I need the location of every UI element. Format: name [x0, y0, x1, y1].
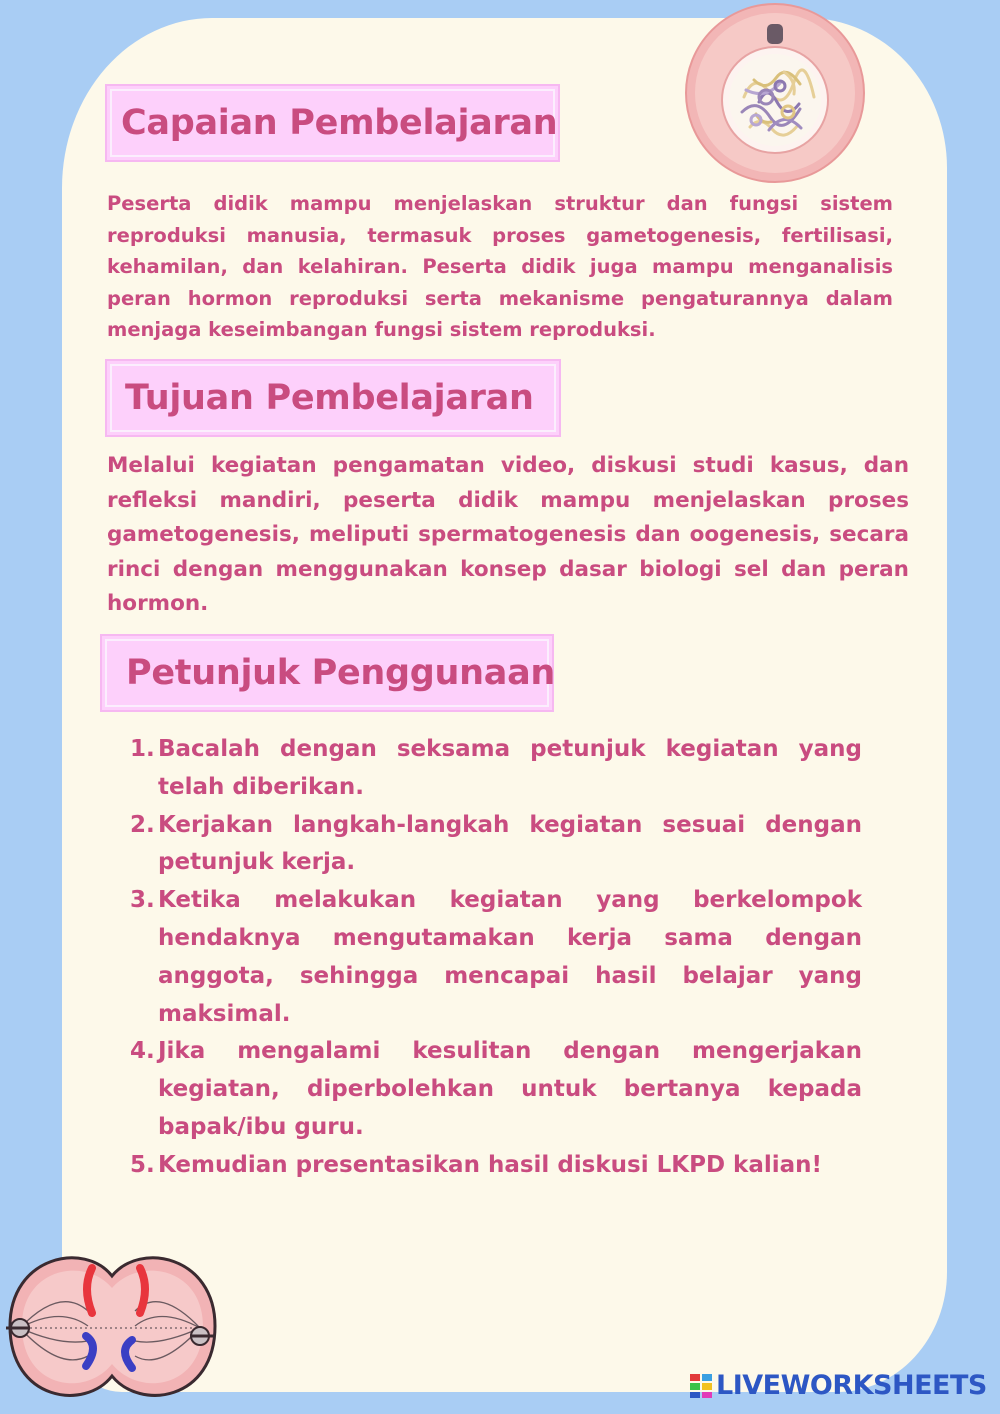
- list-item-number: 1.: [130, 736, 155, 762]
- list-item-number: 5.: [130, 1151, 155, 1178]
- heading-petunjuk-label: Petunjuk Penggunaan: [126, 653, 556, 693]
- instructions-list: [130, 731, 862, 1185]
- list-item-text: Ketika melakukan kegiatan yang berkelompok hendaknya mengutamakan kerja sama dengan anggota, sehingga mencapai hasil belajar yang maksimal.: [158, 887, 862, 1027]
- list-item-text: Jika mengalami kesulitan dengan mengerjakan kegiatan, diperbolehkan untuk bertanya kepada bapak/ibu guru.: [158, 1038, 862, 1140]
- list-item: [130, 1147, 862, 1185]
- list-item-number: 3.: [130, 887, 155, 914]
- list-item: [130, 807, 862, 883]
- liveworksheets-logo-icon: [690, 1374, 712, 1398]
- cell-nucleus-icon: [684, 2, 866, 184]
- tujuan-pembelajaran-text: Melalui kegiatan pengamatan video, diskusi studi kasus, dan refleksi mandiri, peserta didik mampu menjelaskan proses gametogenesis, meliputi spermatogenesis dan oogenesis, secara rinci dengan menggunakan konsep dasar biologi sel dan peran hormon.: [107, 453, 909, 616]
- capaian-pembelajaran-text: Peserta didik mampu menjelaskan struktur dan fungsi sistem reproduksi manusia, termasuk proses gametogenesis, fertilisasi, kehamilan, dan kelahiran. Peserta didik juga mampu menganalisis peran hormon reproduksi serta mekanisme pengaturannya dalam menjaga keseimbangan fungsi sistem reproduksi.: [107, 192, 893, 341]
- heading-capaian-label: Capaian Pembelajaran: [121, 103, 558, 143]
- heading-tujuan-label: Tujuan Pembelajaran: [125, 378, 534, 418]
- list-item: [130, 882, 862, 1033]
- liveworksheets-brand: [690, 1370, 987, 1401]
- list-item-text: Bacalah dengan seksama petunjuk kegiatan yang telah diberikan.: [158, 736, 862, 800]
- cell-division-icon: [0, 1236, 225, 1414]
- list-item: [130, 731, 862, 807]
- list-item-number: 4.: [130, 1038, 155, 1065]
- list-item: [130, 1033, 862, 1146]
- list-item-text: Kemudian presentasikan hasil diskusi LKPD kalian!: [158, 1151, 823, 1178]
- heading-tujuan-pembelajaran: [105, 359, 561, 437]
- list-item-text: Kerjakan langkah-langkah kegiatan sesuai dengan petunjuk kerja.: [158, 811, 862, 876]
- heading-capaian-pembelajaran: [105, 84, 560, 162]
- list-item-number: 2.: [130, 811, 155, 838]
- liveworksheets-logo-text: LIVEWORKSHEETS: [716, 1370, 987, 1401]
- heading-petunjuk-penggunaan: [100, 634, 554, 712]
